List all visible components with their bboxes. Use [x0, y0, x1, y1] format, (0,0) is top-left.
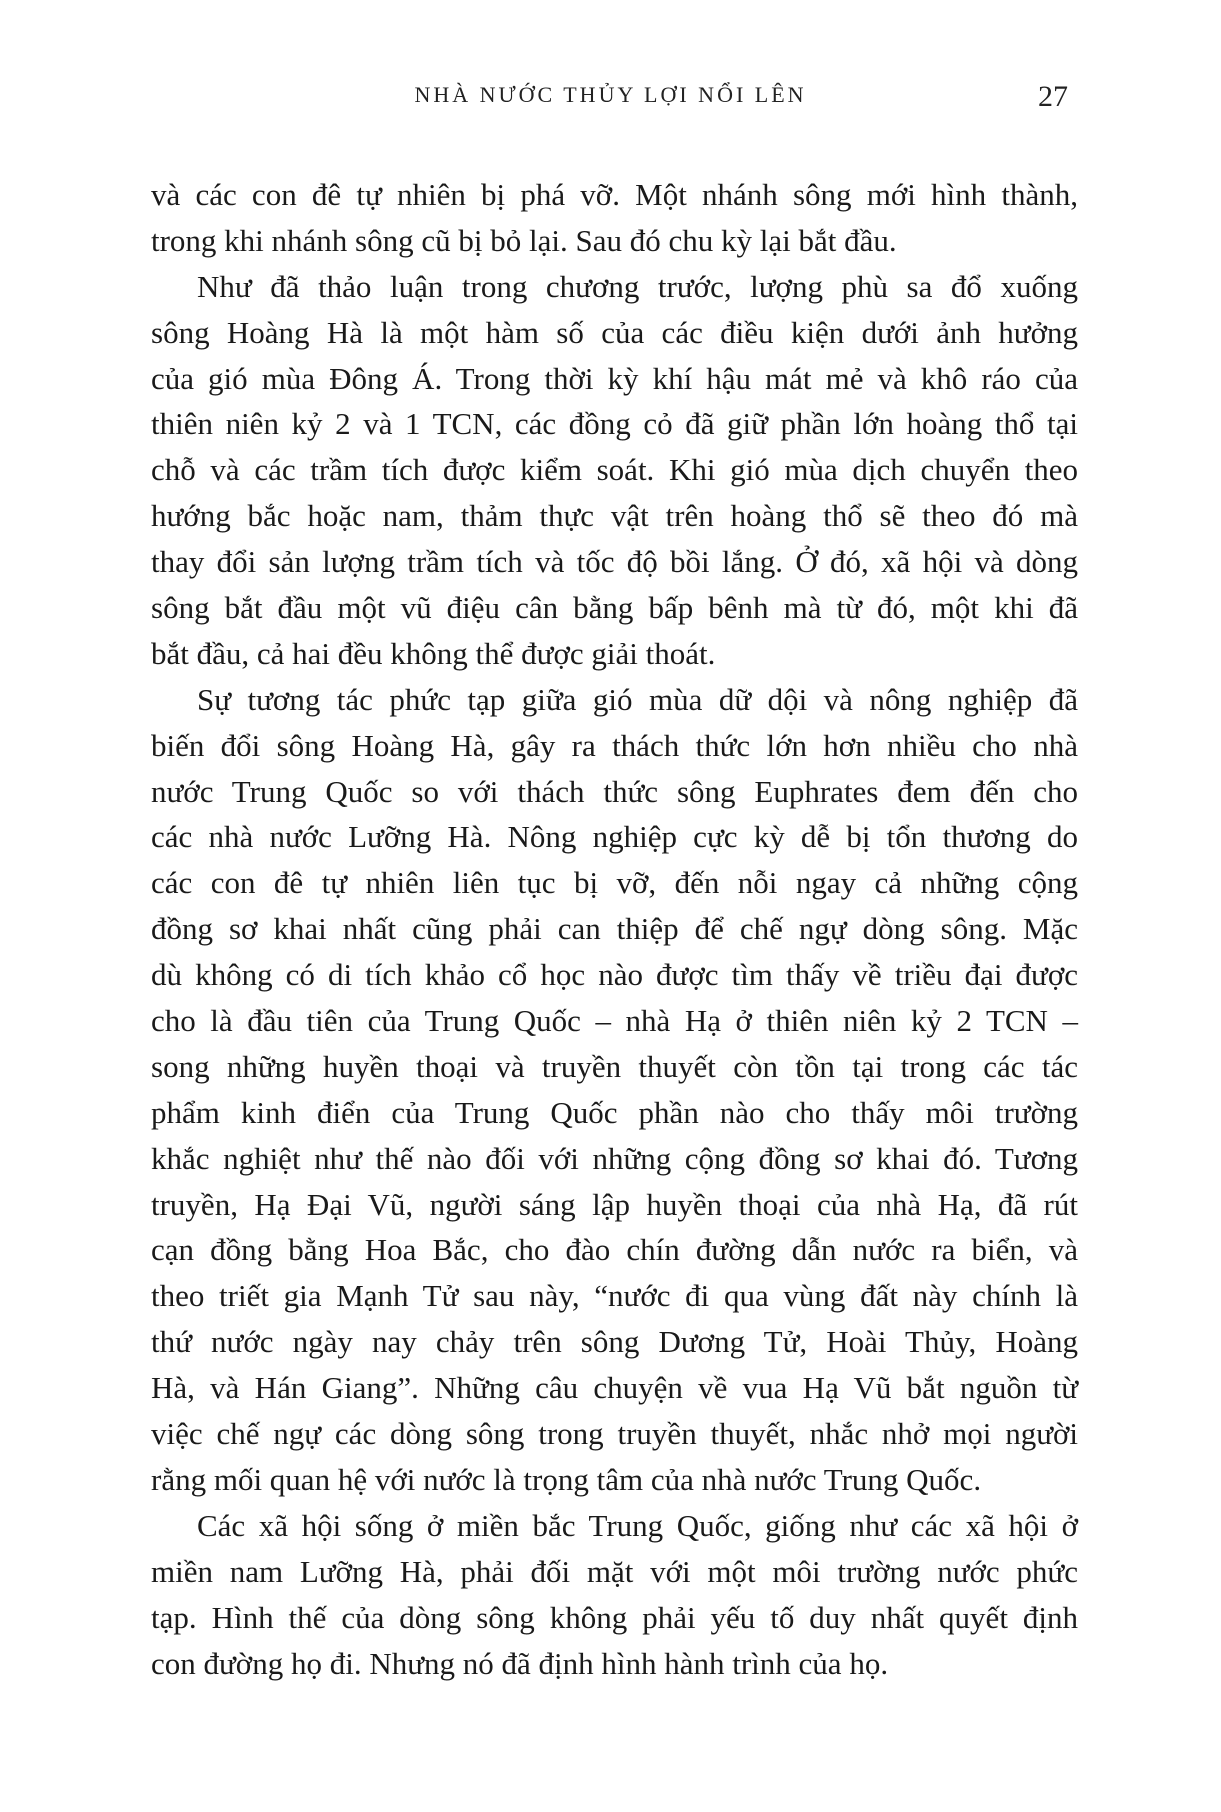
text-line: các con đê tự nhiên liên tục bị vỡ, đến nỗi ngay cả những cộng — [151, 865, 1078, 901]
text-line: sông Hoàng Hà là một hàm số của các điều kiện dưới ảnh hưởng — [151, 314, 1078, 350]
text-line: trong khi nhánh sông cũ bị bỏ lại. Sau đó chu kỳ lại bắt đầu. — [151, 222, 897, 258]
text-line: phẩm kinh điển của Trung Quốc phần nào cho thấy môi trường — [151, 1094, 1078, 1130]
text-line: Sự tương tác phức tạp giữa gió mùa dữ dội và nông nghiệp đã — [197, 681, 1078, 717]
text-line: song những huyền thoại và truyền thuyết còn tồn tại trong các tác — [151, 1048, 1078, 1084]
text-line: theo triết gia Mạnh Tử sau này, “nước đi qua vùng đất này chính là — [151, 1278, 1078, 1314]
text-line: tạp. Hình thế của dòng sông không phải yếu tố duy nhất quyết định — [151, 1599, 1078, 1635]
text-line: biến đổi sông Hoàng Hà, gây ra thách thức lớn hơn nhiều cho nhà — [151, 727, 1078, 763]
page-number: 27 — [1038, 80, 1068, 113]
text-line: các nhà nước Lưỡng Hà. Nông nghiệp cực kỳ dễ bị tổn thương do — [151, 819, 1078, 855]
text-line: bắt đầu, cả hai đều không thể được giải thoát. — [151, 635, 716, 671]
text-line: cho là đầu tiên của Trung Quốc – nhà Hạ ở thiên niên kỷ 2 TCN – — [151, 1003, 1078, 1039]
text-line: thiên niên kỷ 2 và 1 TCN, các đồng cỏ đã giữ phần lớn hoàng thổ tại — [151, 406, 1078, 442]
text-line: Hà, và Hán Giang”. Những câu chuyện về vua Hạ Vũ bắt nguồn từ — [151, 1370, 1078, 1406]
text-line: Các xã hội sống ở miền bắc Trung Quốc, giống như các xã hội ở — [197, 1507, 1078, 1543]
running-title: NHÀ NƯỚC THỦY LỢI NỔI LÊN — [414, 82, 807, 107]
text-line: nước Trung Quốc so với thách thức sông Euphrates đem đến cho — [151, 773, 1078, 809]
text-line: con đường họ đi. Nhưng nó đã định hình hành trình của họ. — [151, 1645, 889, 1681]
text-line: cạn đồng bằng Hoa Bắc, cho đào chín đường dẫn nước ra biển, và — [151, 1232, 1078, 1268]
text-line: thứ nước ngày nay chảy trên sông Dương Tử, Hoài Thủy, Hoàng — [151, 1324, 1078, 1360]
text-line: của gió mùa Đông Á. Trong thời kỳ khí hậu mát mẻ và khô ráo của — [151, 360, 1078, 396]
text-line: rằng mối quan hệ với nước là trọng tâm của nhà nước Trung Quốc. — [151, 1461, 982, 1497]
text-line: hướng bắc hoặc nam, thảm thực vật trên hoàng thổ sẽ theo đó mà — [151, 498, 1078, 534]
text-line: sông bắt đầu một vũ điệu cân bằng bấp bênh mà từ đó, một khi đã — [151, 590, 1078, 626]
text-line: thay đổi sản lượng trầm tích và tốc độ bồi lắng. Ở đó, xã hội và dòng — [151, 544, 1078, 580]
body-text — [151, 172, 1078, 1686]
text-line: việc chế ngự các dòng sông trong truyền thuyết, nhắc nhở mọi người — [151, 1416, 1078, 1452]
text-line: chỗ và các trầm tích được kiểm soát. Khi gió mùa dịch chuyển theo — [151, 452, 1078, 488]
text-line: truyền, Hạ Đại Vũ, người sáng lập huyền thoại của nhà Hạ, đã rút — [151, 1186, 1078, 1222]
text-line: Như đã thảo luận trong chương trước, lượng phù sa đổ xuống — [197, 268, 1078, 304]
text-line: và các con đê tự nhiên bị phá vỡ. Một nhánh sông mới hình thành, — [151, 177, 1078, 212]
text-line: dù không có di tích khảo cổ học nào được tìm thấy về triều đại được — [151, 957, 1078, 993]
text-line: miền nam Lưỡng Hà, phải đối mặt với một môi trường nước phức — [151, 1553, 1078, 1589]
text-line: đồng sơ khai nhất cũng phải can thiệp để chế ngự dòng sông. Mặc — [151, 911, 1078, 947]
text-line: khắc nghiệt như thế nào đối với những cộng đồng sơ khai đó. Tương — [151, 1140, 1078, 1176]
